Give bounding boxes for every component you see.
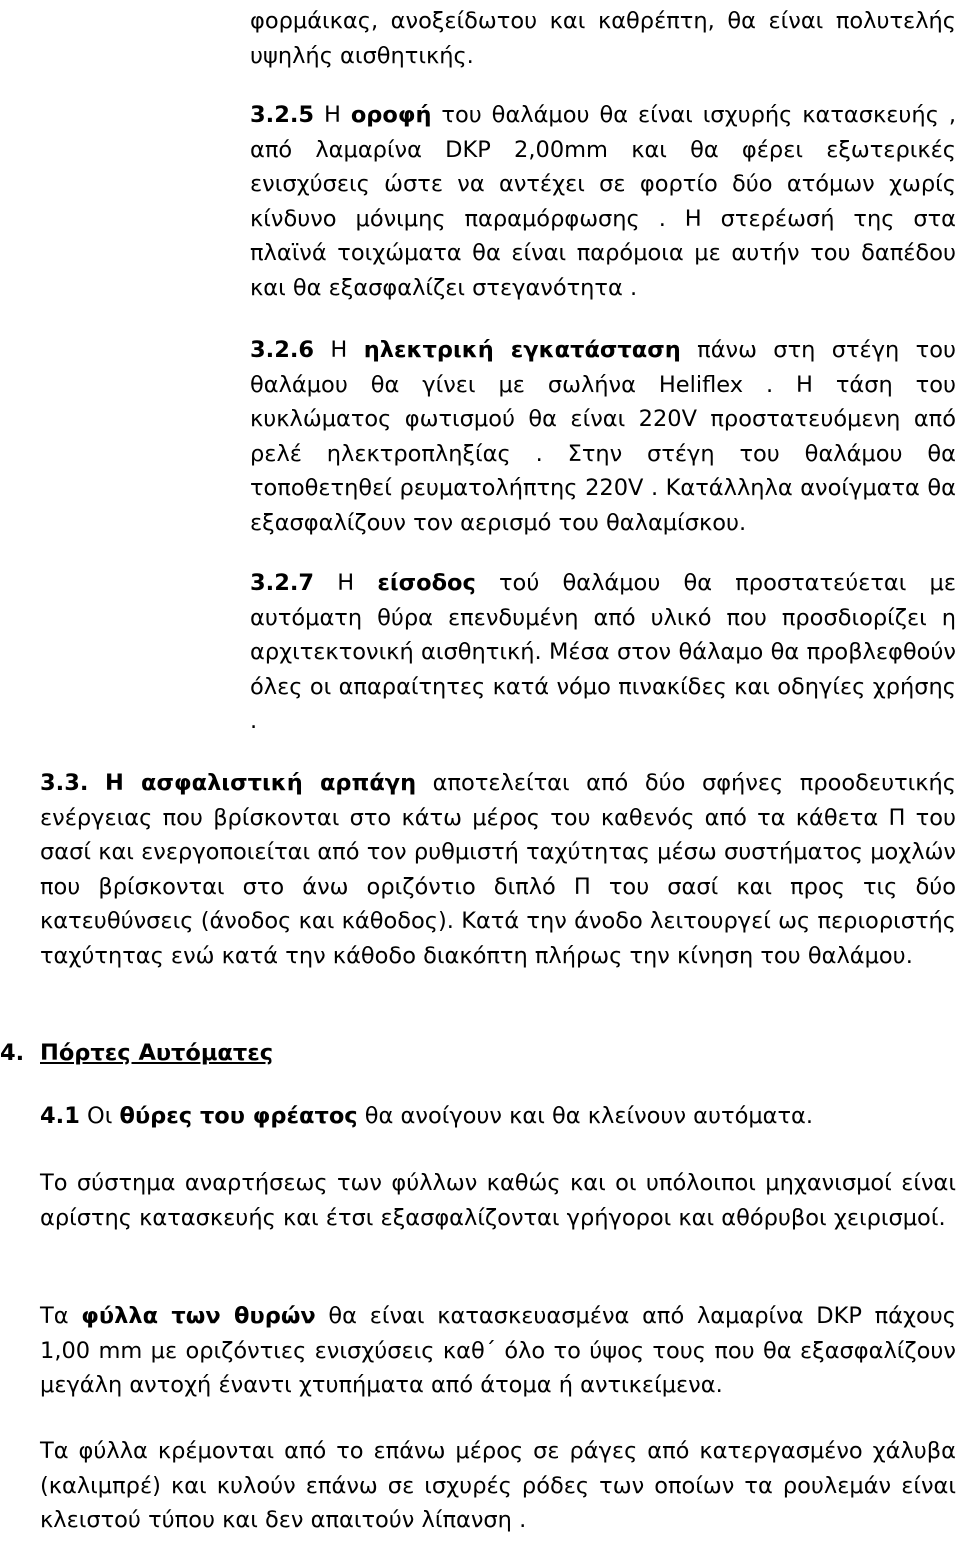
- section-keyword: οροφή: [350, 102, 432, 128]
- section-text: πάνω στη στέγη του θαλάμου θα γίνει με σωλήνα Heliflex . Η τάση του κυκλώματος φωτισμού θα είναι 220V προστατευόμενη από ρελέ ηλεκτροπληξίας . Στην στέγη του θαλάμου θα τοποθετηθεί ρευματολήπτης 220V . Κατάλληλα ανοίγματα θα εξασφαλίζουν τον αερισμό του θαλαμίσκου.: [250, 337, 956, 536]
- section-3-3: [40, 766, 956, 973]
- section-text-pre: [88, 770, 105, 796]
- paragraph-suspension-system: Το σύστημα αναρτήσεως των φύλλων καθώς και οι υπόλοιποι μηχανισμοί είναι αρίστης κατασκευής και έτσι εξασφαλίζονται γρήγοροι και αθόρυβοι χειρισμοί.: [40, 1170, 956, 1231]
- section-number: 3.2.6: [250, 337, 315, 363]
- section-text: τού θαλάμου θα προστατεύεται με αυτόματη θύρα επενδυμένη από υλικό που προσδιορίζει η αρχιτεκτονική αισθητική. Μέσα στον θάλαμο θα προβλεφθούν όλες οι απαραίτητες κατά νόμο πινακίδες και οδηγίες χρήσης .: [250, 570, 956, 734]
- paragraph-keyword: φύλλα των θυρών: [81, 1303, 316, 1329]
- section-text: αποτελείται από δύο σφήνες προοδευτικής ενέργειας που βρίσκονται στο κάτω μέρος του καθενός από τα κάθετα Π του σασί και ενεργοποιείται από τον ρυθμιστή ταχύτητας μέσω συστήματος μοχλών που βρίσκονται στο άνω οριζόντιο διπλό Π του σασί και προς τις δύο κατευθύνσεις (άνοδος και κάθοδος). Κατά την άνοδο λειτουργεί ως περιοριστής ταχύτητας ενώ κατά την κάθοδο διακόπτη πλήρως την κίνηση του θαλάμου.: [40, 770, 956, 969]
- section-number: 3.3.: [40, 770, 89, 796]
- section-number: 3.2.7: [250, 570, 315, 596]
- section-text: θα ανοίγουν και θα κλείνουν αυτόματα.: [357, 1103, 814, 1129]
- section-number: 3.2.5: [250, 102, 315, 128]
- section-text-pre: Η: [314, 570, 378, 596]
- section-3-2-7: [250, 566, 956, 739]
- heading-number: 4.: [0, 1040, 25, 1066]
- paragraph-text-pre: Τα: [40, 1303, 82, 1329]
- paragraph-hanging-rails: Τα φύλλα κρέμονται από το επάνω μέρος σε ράγες από κατεργασμένο χάλυβα (καλιμπρέ) και κυλούν επάνω σε ισχυρές ρόδες των οποίων τα ρουλεμάν είναι κλειστού τύπου και δεν απαιτούν λίπανση .: [40, 1438, 956, 1533]
- heading-section-4: [0, 1036, 273, 1071]
- intro-paragraph: φορμάικας, ανοξείδωτου και καθρέπτη, θα είναι πολυτελής υψηλής αισθητικής.: [250, 8, 956, 69]
- section-4-1: [40, 1099, 956, 1134]
- section-text: του θαλάμου θα είναι ισχυρής κατασκευής , από λαμαρίνα DKP 2,00mm και θα φέρει εξωτερικές ενισχύσεις ώστε να αντέχει σε φορτίο δύο ατόμων χωρίς κίνδυνο μόνιμης παραμόρφωσης . Η στερέωσή της στα πλαϊνά τοιχώματα θα είναι παρόμοια με αυτήν του δαπέδου και θα εξασφαλίζει στεγανότητα .: [250, 102, 956, 301]
- heading-title: Πόρτες Αυτόματες: [40, 1040, 274, 1066]
- section-keyword: Η ασφαλιστική αρπάγη: [104, 770, 417, 796]
- paragraph-door-leaves: [40, 1299, 956, 1403]
- section-3-2-5: [250, 98, 956, 305]
- section-text-pre: Η: [314, 337, 364, 363]
- section-text-pre: Οι: [79, 1103, 120, 1129]
- section-number: 4.1: [40, 1103, 80, 1129]
- section-3-2-6: [250, 333, 956, 540]
- section-keyword: θύρες του φρέατος: [119, 1103, 358, 1129]
- section-keyword: είσοδος: [377, 570, 476, 596]
- paragraph-text: θα είναι κατασκευασμένα από λαμαρίνα DKP πάχους 1,00 mm με οριζόντιες ενισχύσεις καθ΄ όλο το ύψος τους που θα εξασφαλίζουν μεγάλη αντοχή έναντι χτυπήματα από άτομα ή αντικείμενα.: [40, 1303, 956, 1398]
- section-text-pre: Η: [314, 102, 351, 128]
- section-keyword: ηλεκτρική εγκατάσταση: [363, 337, 681, 363]
